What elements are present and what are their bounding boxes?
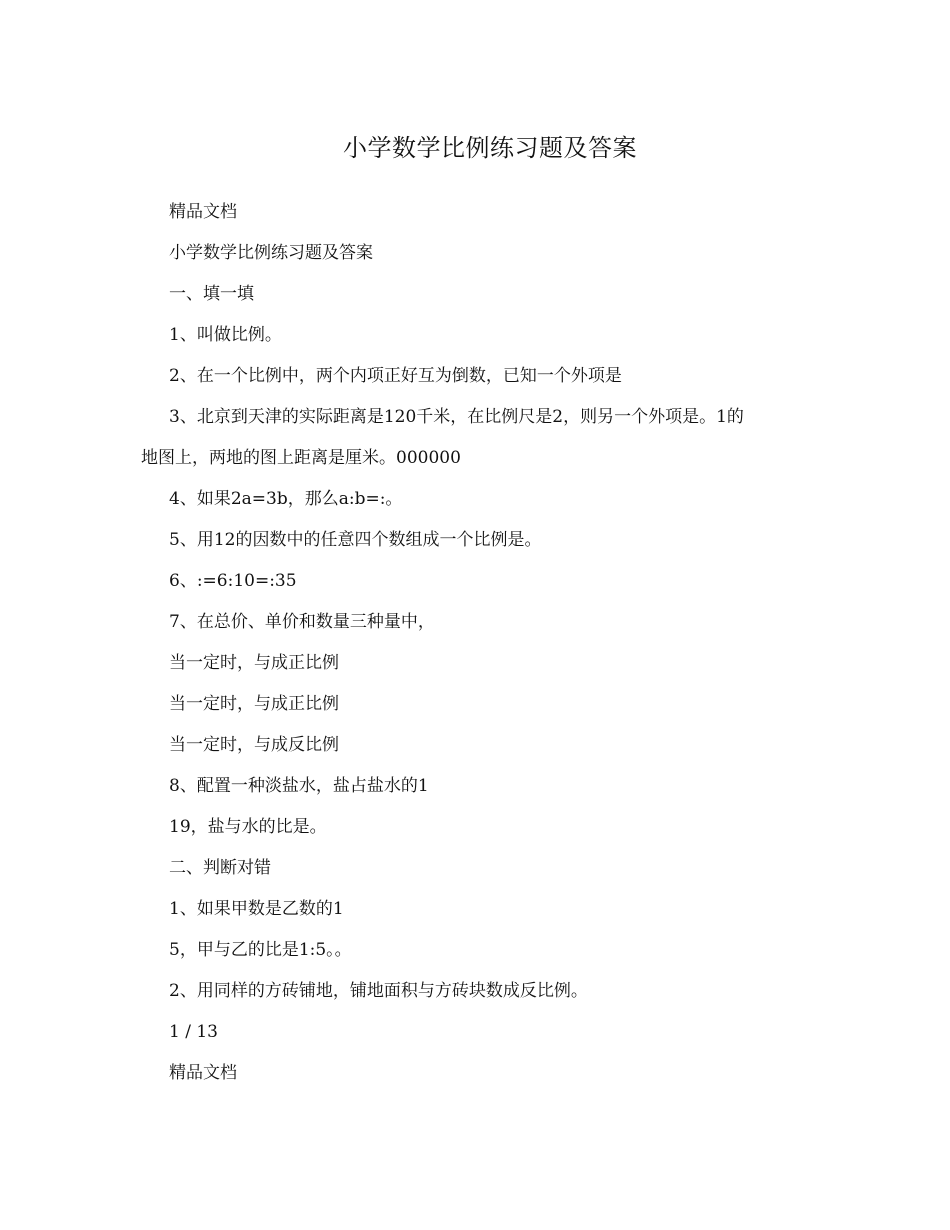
- question-line: 7、在总价、单价和数量三种量中，: [169, 612, 435, 632]
- question-line: 5、用12的因数中的任意四个数组成一个比例是。: [169, 530, 542, 550]
- question-line: 6、:=6:10=:35: [169, 571, 297, 591]
- sub-question-line: 当一定时，与成反比例: [169, 735, 339, 755]
- document-title: 小学数学比例练习题及答案: [343, 134, 637, 162]
- subtitle-line: 小学数学比例练习题及答案: [169, 243, 373, 263]
- sub-question-line: 当一定时，与成正比例: [169, 653, 339, 673]
- question-line: 3、北京到天津的实际距离是120千米，在比例尺是2，则另一个外项是。1的: [169, 407, 744, 427]
- header-label: 精品文档: [169, 202, 237, 222]
- question-line: 2、在一个比例中，两个内项正好互为倒数，已知一个外项是: [169, 366, 622, 386]
- question-line: 2、用同样的方砖铺地，铺地面积与方砖块数成反比例。: [169, 981, 588, 1001]
- question-line-continued: 5，甲与乙的比是1:5。。: [169, 940, 352, 960]
- question-line: 8、配置一种淡盐水，盐占盐水的1: [169, 776, 429, 796]
- question-line: 1、叫做比例。: [169, 325, 282, 345]
- question-line-continued: 19，盐与水的比是。: [169, 817, 327, 837]
- section-heading-fill-in: 一、填一填: [169, 284, 254, 304]
- question-line: 1、如果甲数是乙数的1: [169, 899, 344, 919]
- page-number: 1 / 13: [169, 1022, 218, 1042]
- question-line-continued: 地图上，两地的图上距离是厘米。000000: [141, 448, 461, 468]
- question-line: 4、如果2a=3b，那么a:b=:。: [169, 489, 403, 509]
- footer-label: 精品文档: [169, 1063, 237, 1083]
- section-heading-true-false: 二、判断对错: [169, 858, 271, 878]
- sub-question-line: 当一定时，与成正比例: [169, 694, 339, 714]
